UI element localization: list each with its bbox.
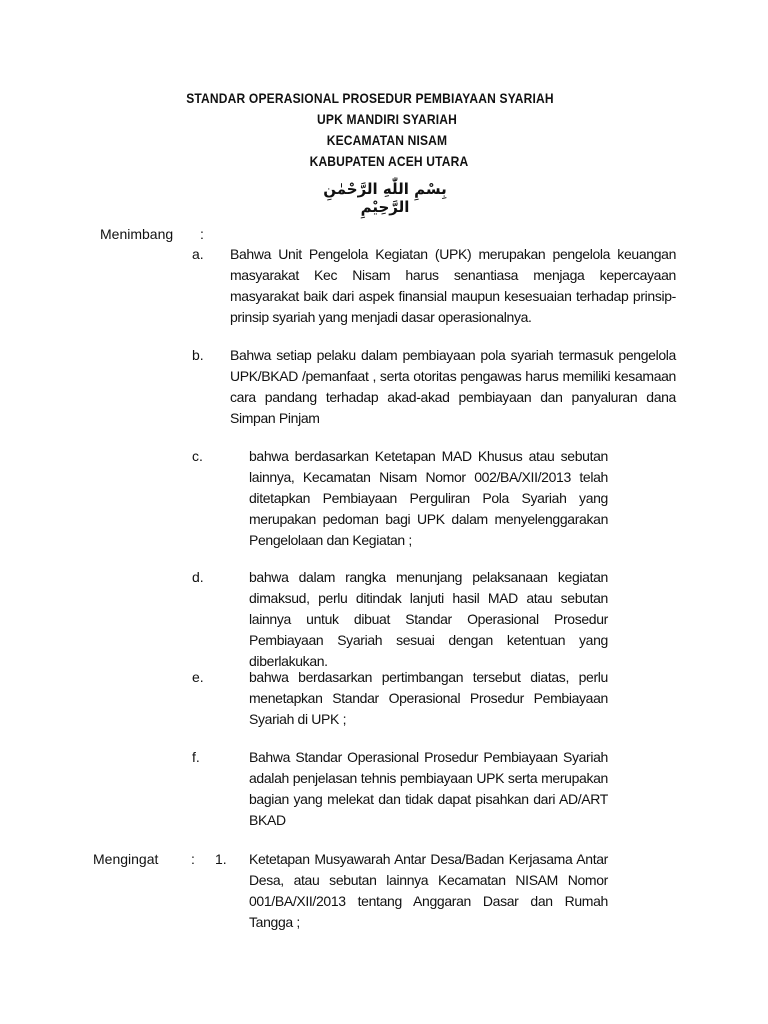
menimbang-marker-a: a.: [192, 246, 204, 262]
menimbang-item-b: Bahwa setiap pelaku dalam pembiayaan pola syariah termasuk pengelola UPK/BKAD /pemanfaat , serta otoritas pengawas harus memiliki kesamaan cara pandang terhadap akad-akad pembiayaan dan panyaluran dana Simpan Pinjam: [230, 347, 676, 426]
title-line-3: KECAMATAN NISAM: [326, 132, 448, 148]
mengingat-item-1: Ketetapan Musyawarah Antar Desa/Badan Kerjasama Antar Desa, atau sebutan lainnya Kecamatan NISAM Nomor 001/BA/XII/2013 tentang Anggaran Dasar dan Rumah Tangga ;: [249, 851, 608, 930]
menimbang-item-c: bahwa berdasarkan Ketetapan MAD Khusus atau sebutan lainnya, Kecamatan Nisam Nomor 002/BA/XII/2013 telah ditetapkan Pembiayaan Perguliran Pola Syariah yang merupakan pedoman bagi UPK dalam menyelenggarakan Pengelolaan dan Kegiatan ;: [249, 448, 608, 548]
menimbang-item-e: bahwa berdasarkan pertimbangan tersebut diatas, perlu menetapkan Standar Operasional Prosedur Pembiayaan Syariah di UPK ;: [249, 669, 608, 727]
title-line-1: STANDAR OPERASIONAL PROSEDUR PEMBIAYAAN SYARIAH: [186, 90, 554, 106]
menimbang-item-a: Bahwa Unit Pengelola Kegiatan (UPK) merupakan pengelola keuangan masyarakat Kec Nisam harus senantiasa menjaga kepercayaan masyarakat baik dari aspek finansial maupun kesesuaian terhadap prinsip-prinsip syariah yang menjadi dasar operasionalnya.: [230, 246, 676, 325]
menimbang-label: Menimbang: [100, 226, 174, 242]
mengingat-marker-1: 1.: [215, 851, 227, 867]
menimbang-marker-e: e.: [192, 669, 204, 685]
menimbang-marker-c: c.: [192, 448, 203, 464]
basmalah-arabic: بِسْمِ اللّٰهِ الرَّحْمٰنِ الرَّحِيْمِ: [323, 180, 447, 216]
menimbang-marker-f: f.: [192, 749, 200, 765]
title-line-2: UPK MANDIRI SYARIAH: [317, 111, 457, 127]
mengingat-label: Mengingat: [93, 851, 159, 867]
menimbang-marker-d: d.: [192, 569, 204, 585]
menimbang-item-d: bahwa dalam rangka menunjang pelaksanaan kegiatan dimaksud, perlu ditindak lanjuti hasil MAD atau sebutan lainnya untuk dibuat Standar Operasional Prosedur Pembiayaan Syariah sesuai dengan ketentuan yang diberlakukan.: [249, 569, 608, 669]
mengingat-colon: :: [191, 851, 195, 867]
document-title-block: [0, 88, 768, 172]
menimbang-colon: :: [200, 226, 204, 242]
menimbang-marker-b: b.: [192, 347, 204, 363]
menimbang-item-f: Bahwa Standar Operasional Prosedur Pembiayaan Syariah adalah penjelasan tehnis pembiayaan UPK serta merupakan bagian yang melekat dan tidak dapat pisahkan dari AD/ART BKAD: [249, 749, 608, 828]
title-line-4: KABUPATEN ACEH UTARA: [309, 153, 469, 169]
